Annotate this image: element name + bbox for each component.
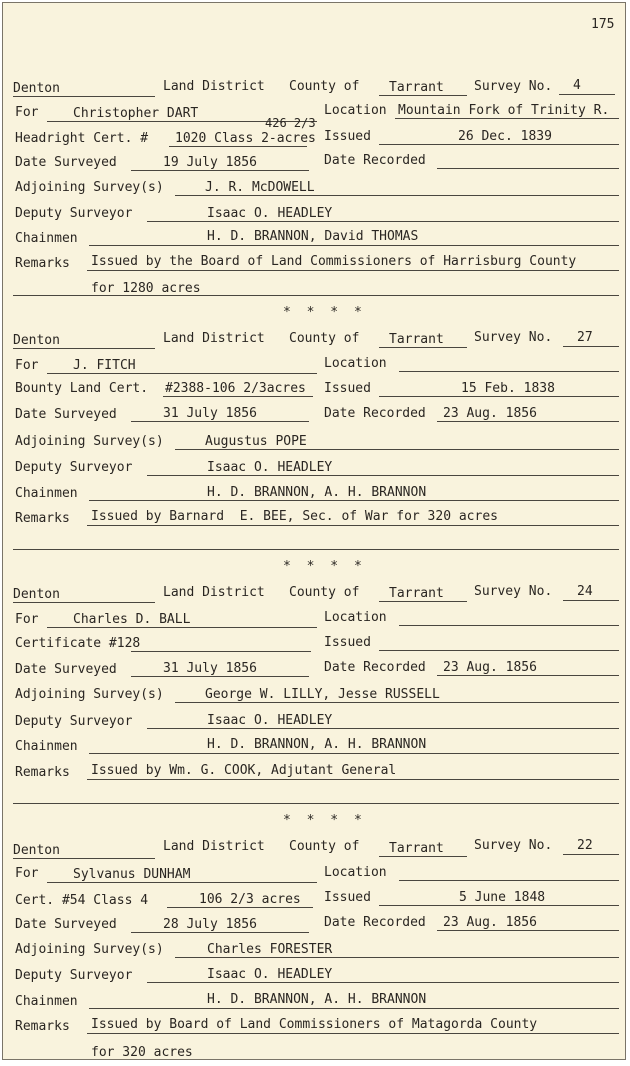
for-label: For [15, 105, 39, 120]
chainmen: H. D. BRANNON, A. H. BRANNON [207, 485, 427, 500]
date-surveyed-label: Date Surveyed [15, 917, 117, 932]
chainmen: H. D. BRANNON, David THOMAS [207, 229, 419, 244]
survey-no-label: Survey No. [474, 79, 553, 94]
adjoining: Augustus POPE [205, 434, 307, 449]
remarks-line-2: for 320 acres [91, 1045, 193, 1060]
for-label: For [15, 866, 39, 881]
date-surveyed-label: Date Surveyed [15, 155, 117, 170]
survey-no-label: Survey No. [474, 838, 553, 853]
document-page [2, 2, 626, 1060]
date-recorded: 23 Aug. 1856 [443, 915, 537, 930]
district: Denton [13, 333, 60, 348]
deputy: Isaac O. HEADLEY [207, 713, 333, 728]
survey-no: 24 [577, 584, 593, 599]
date-recorded-label: Date Recorded [324, 153, 426, 168]
date-surveyed-label: Date Surveyed [15, 407, 117, 422]
for-label: For [15, 358, 39, 373]
cert-label: Cert. #54 Class 4 [15, 893, 149, 908]
date-recorded: 23 Aug. 1856 [443, 406, 537, 421]
cert-value: 106 2/3 acres [199, 892, 301, 907]
grantee: J. FITCH [73, 358, 136, 373]
issued: 15 Feb. 1838 [461, 381, 555, 396]
adjoining: George W. LILLY, Jesse RUSSELL [205, 687, 440, 702]
for-label: For [15, 612, 39, 627]
date-surveyed: 31 July 1856 [163, 661, 257, 676]
date-recorded-label: Date Recorded [324, 660, 426, 675]
district: Denton [13, 587, 60, 602]
record-separator: * * * * [283, 559, 366, 574]
deputy-label: Deputy Surveyor [15, 968, 133, 983]
location-label: Location [324, 865, 387, 880]
county-label: County of [289, 331, 360, 346]
remarks-label: Remarks [15, 765, 70, 780]
location: Mountain Fork of Trinity R. [398, 103, 610, 118]
cert-label: Headright Cert. # [15, 131, 149, 146]
county-label: County of [289, 839, 360, 854]
location-label: Location [324, 356, 387, 371]
survey-no-label: Survey No. [474, 584, 553, 599]
remarks-line-1: Issued by the Board of Land Commissioners of Harrisburg County [91, 254, 577, 269]
chainmen-label: Chainmen [15, 739, 78, 754]
issued-label: Issued [324, 381, 371, 396]
cert-value: 1020 Class 2-acres [175, 131, 316, 146]
county: Tarrant [389, 586, 444, 601]
issued: 5 June 1848 [459, 890, 546, 905]
location-label: Location [324, 610, 387, 625]
adjoining-label: Adjoining Survey(s) [15, 434, 164, 449]
survey-no: 27 [577, 330, 593, 345]
land-district-label: Land District [163, 79, 265, 94]
adjoining: J. R. McDOWELL [205, 180, 315, 195]
deputy-label: Deputy Surveyor [15, 460, 133, 475]
adjoining-label: Adjoining Survey(s) [15, 942, 164, 957]
adjoining-label: Adjoining Survey(s) [15, 180, 164, 195]
issued-label: Issued [324, 129, 371, 144]
remarks-line-1: Issued by Board of Land Commissioners of Matagorda County [91, 1017, 538, 1032]
chainmen-label: Chainmen [15, 231, 78, 246]
record-separator: * * * * [283, 305, 366, 320]
adjoining-label: Adjoining Survey(s) [15, 687, 164, 702]
remarks-line-1: Issued by Wm. G. COOK, Adjutant General [91, 763, 397, 778]
acres-superscript: 426 2/3 [265, 116, 316, 130]
district: Denton [13, 843, 60, 858]
page-number: 175 [591, 17, 615, 32]
cert-value: #2388-106 2/3acres [165, 381, 306, 396]
chainmen-label: Chainmen [15, 486, 78, 501]
district: Denton [13, 81, 60, 96]
chainmen: H. D. BRANNON, A. H. BRANNON [207, 992, 427, 1007]
date-recorded-label: Date Recorded [324, 406, 426, 421]
remarks-label: Remarks [15, 1019, 70, 1034]
date-recorded: 23 Aug. 1856 [443, 660, 537, 675]
location-label: Location [324, 103, 387, 118]
chainmen: H. D. BRANNON, A. H. BRANNON [207, 737, 427, 752]
county: Tarrant [389, 332, 444, 347]
grantee: Christopher DART [73, 106, 199, 121]
date-recorded-label: Date Recorded [324, 915, 426, 930]
land-district-label: Land District [163, 331, 265, 346]
deputy: Isaac O. HEADLEY [207, 460, 333, 475]
survey-no: 22 [577, 838, 593, 853]
date-surveyed-label: Date Surveyed [15, 662, 117, 677]
date-surveyed: 19 July 1856 [163, 155, 257, 170]
survey-no-label: Survey No. [474, 330, 553, 345]
cert-label: Bounty Land Cert. [15, 381, 149, 396]
land-district-label: Land District [163, 585, 265, 600]
grantee: Sylvanus DUNHAM [73, 867, 191, 882]
deputy: Isaac O. HEADLEY [207, 967, 333, 982]
county-label: County of [289, 585, 360, 600]
record-separator: * * * * [283, 813, 366, 828]
issued-label: Issued [324, 635, 371, 650]
remarks-line-2: for 1280 acres [91, 281, 201, 296]
issued: 26 Dec. 1839 [458, 129, 552, 144]
land-district-label: Land District [163, 839, 265, 854]
county-label: County of [289, 79, 360, 94]
remarks-label: Remarks [15, 256, 70, 271]
deputy-label: Deputy Surveyor [15, 714, 133, 729]
chainmen-label: Chainmen [15, 994, 78, 1009]
grantee: Charles D. BALL [73, 612, 191, 627]
issued-label: Issued [324, 890, 371, 905]
adjoining: Charles FORESTER [207, 942, 333, 957]
county: Tarrant [389, 80, 444, 95]
remarks-line-1: Issued by Barnard E. BEE, Sec. of War for 320 acres [91, 509, 498, 524]
date-surveyed: 31 July 1856 [163, 406, 257, 421]
date-surveyed: 28 July 1856 [163, 917, 257, 932]
deputy: Isaac O. HEADLEY [207, 206, 333, 221]
county: Tarrant [389, 841, 444, 856]
remarks-label: Remarks [15, 511, 70, 526]
survey-no: 4 [573, 78, 581, 93]
deputy-label: Deputy Surveyor [15, 206, 133, 221]
cert-label: Certificate #128 [15, 636, 141, 651]
